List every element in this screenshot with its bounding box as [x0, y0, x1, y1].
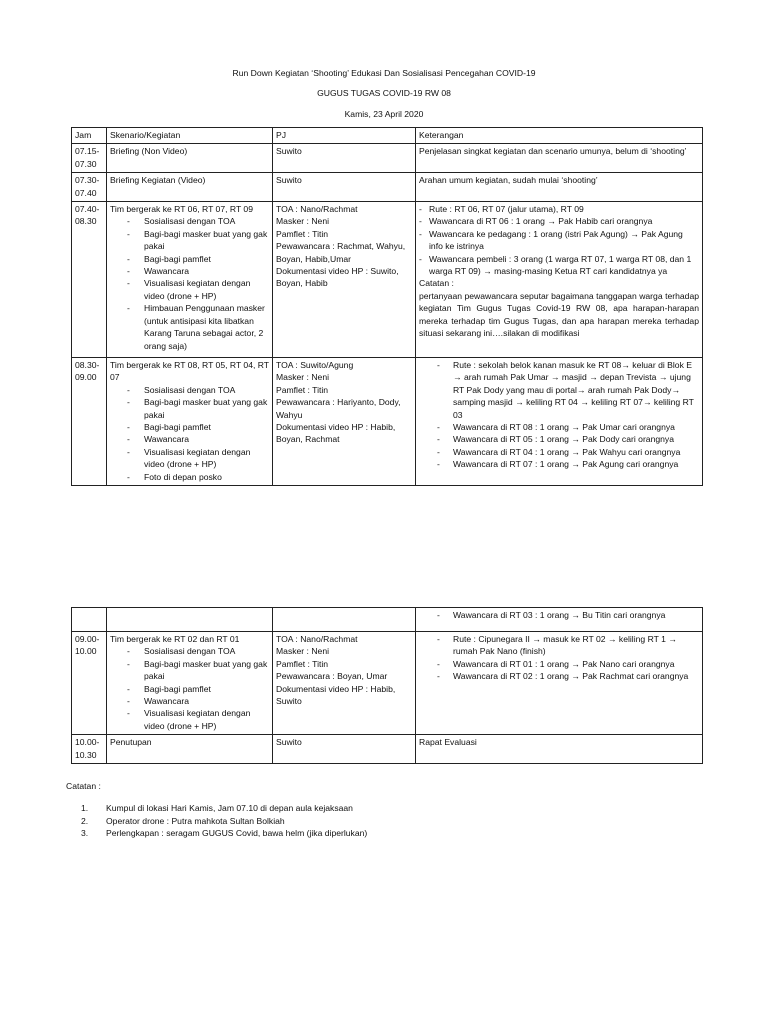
list-number: 2.: [81, 815, 89, 826]
list-item: - Sosialisasi dengan TOA: [110, 645, 269, 657]
activity-list: [110, 645, 269, 732]
time-cell: 09.00-10.00: [72, 632, 107, 735]
activity-cell: Briefing Kegiatan (Video): [107, 173, 273, 202]
activity-cell: [107, 358, 273, 486]
pj-line: Pewawancara : Boyan, Umar: [276, 671, 388, 682]
pj-line: Masker : Neni: [276, 372, 330, 383]
activity-list: [110, 215, 269, 351]
list-item: - Wawancara di RT 03 : 1 orang → Bu Titin cari orangnya: [419, 609, 699, 621]
document-subtitle: GUGUS TUGAS COVID-19 RW 08: [317, 88, 451, 98]
pj-cell: Suwito: [273, 173, 416, 202]
column-header-skenario: Skenario/Kegiatan: [107, 128, 273, 144]
list-item: - Wawancara di RT 05 : 1 orang → Pak Dody cari orangnya: [419, 433, 699, 445]
list-item: - Wawancara di RT 02 : 1 orang → Pak Rachmat cari orangnya: [419, 670, 699, 682]
pj-line: Masker : Neni: [276, 646, 330, 657]
list-item: - Bagi-bagi pamflet: [110, 253, 269, 265]
activity-heading: Tim bergerak ke RT 02 dan RT 01: [110, 634, 240, 644]
time-cell: 10.00-10.30: [72, 735, 107, 764]
pj-cell: [273, 202, 416, 358]
table-row: [72, 173, 703, 202]
footer-list: [66, 802, 367, 839]
pj-line: Dokumentasi video HP : Habib, Boyan, Rachmat: [276, 422, 396, 445]
table-row: [72, 144, 703, 173]
list-item: - Wawancara di RT 06 : 1 orang → Pak Habib cari orangnya: [419, 215, 699, 227]
note-cell: [416, 608, 703, 632]
list-item: - Bagi-bagi masker buat yang gak pakai: [110, 396, 269, 421]
list-item: - Wawancara pembeli : 3 orang (1 warga RT 07, 1 warga RT 08, dan 1 warga RT 09) → masing-masing Ketua RT cari kandidatnya ya: [419, 253, 699, 278]
activity-list: [110, 384, 269, 483]
list-number: 3.: [81, 828, 89, 839]
list-item: - Wawancara di RT 08 : 1 orang → Pak Umar cari orangnya: [419, 421, 699, 433]
pj-cell: [273, 608, 416, 632]
list-item: - Rute : sekolah belok kanan masuk ke RT 08→ keluar di Blok E → arah rumah Pak Umar → masjid → depan Trevista → ujung RT Pak Dody yang mau di portal→ arah rumah Pak Dody→ samping masjid → keliling RT 04 → keliling RT 07→ keliling RT 03: [419, 359, 699, 421]
time-cell: 08.30-09.00: [72, 358, 107, 486]
list-item: - Sosialisasi dengan TOA: [110, 215, 269, 227]
activity-heading: Tim bergerak ke RT 08, RT 05, RT 04, RT 07: [110, 360, 269, 383]
pj-line: TOA : Nano/Rachmat: [276, 204, 358, 215]
table-row: [72, 358, 703, 486]
note-cell: [416, 202, 703, 358]
activity-cell: [107, 632, 273, 735]
note-cell: Arahan umum kegiatan, sudah mulai ‘shooting’: [416, 173, 703, 202]
note-cell: Penjelasan singkat kegiatan dan scenario umunya, belum di ‘shooting’: [416, 144, 703, 173]
list-item: - Bagi-bagi pamflet: [110, 683, 269, 695]
time-cell: 07.40-08.30: [72, 202, 107, 358]
pj-line: Pamflet : Titin: [276, 228, 329, 239]
time-cell: 07.30-07.40: [72, 173, 107, 202]
pj-line: Dokumentasi video HP : Suwito, Boyan, Habib: [276, 266, 399, 289]
list-item: - Wawancara di RT 04 : 1 orang → Pak Wahyu cari orangnya: [419, 446, 699, 458]
list-item: - Visualisasi kegiatan dengan video (drone + HP): [110, 707, 269, 732]
column-header-keterangan: Keterangan: [416, 128, 703, 144]
note-list: [419, 609, 699, 621]
pj-line: Pamflet : Titin: [276, 658, 329, 669]
list-item: - Wawancara ke pedagang : 1 orang (istri Pak Agung) → Pak Agung info ke istrinya: [419, 228, 699, 253]
table-row: [72, 632, 703, 735]
column-header-pj: PJ: [273, 128, 416, 144]
list-text: Operator drone : Putra mahkota Sultan Bolkiah: [106, 815, 285, 826]
pj-line: Pewawancara : Rachmat, Wahyu, Boyan, Habib,Umar: [276, 241, 406, 264]
list-item: - Wawancara di RT 01 : 1 orang → Pak Nano cari orangnya: [419, 658, 699, 670]
activity-cell: Briefing (Non Video): [107, 144, 273, 173]
document-date: Kamis, 23 April 2020: [344, 109, 424, 119]
column-header-jam: Jam: [72, 128, 107, 144]
pj-line: TOA : Nano/Rachmat: [276, 634, 358, 644]
list-item: - Bagi-bagi masker buat yang gak pakai: [110, 228, 269, 253]
pj-line: Masker : Neni: [276, 216, 330, 227]
list-item: - Visualisasi kegiatan dengan video (drone + HP): [110, 277, 269, 302]
table-row: [72, 608, 703, 632]
list-item: [81, 802, 367, 814]
list-item: - Bagi-bagi pamflet: [110, 421, 269, 433]
catatan-text: pertanyaan pewawancara seputar bagaimana tanggapan warga terhadap kegiatan Tim Gugus Tugas Covid-19 RW 08, apa harapan-harapan mereka terhadap tim Gugus Tugas, dan apa harapan mereka terhadap situasi sekarang ini….silakan di modifikasi: [419, 290, 699, 339]
table-row: [72, 735, 703, 764]
time-cell: 07.15-07.30: [72, 144, 107, 173]
note-list: [419, 633, 699, 683]
list-item: [81, 827, 367, 839]
list-item: - Foto di depan posko: [110, 471, 269, 483]
list-item: - Himbauan Penggunaan masker (untuk antisipasi kita libatkan Karang Taruna sebagai actor, 2 orang saja): [110, 302, 269, 352]
list-item: - Wawancara di RT 07 : 1 orang → Pak Agung cari orangnya: [419, 458, 699, 470]
note-cell: [416, 632, 703, 735]
pj-cell: [273, 632, 416, 735]
pj-cell: Suwito: [273, 144, 416, 173]
document-title: Run Down Kegiatan ‘Shooting’ Edukasi Dan Sosialisasi Pencegahan COVID-19: [232, 68, 536, 78]
list-item: - Rute : Cipunegara II → masuk ke RT 02 → keliling RT 1 → rumah Pak Nano (finish): [419, 633, 699, 658]
note-cell: [416, 358, 703, 486]
list-item: - Wawancara: [110, 433, 269, 445]
time-cell: [72, 608, 107, 632]
list-item: - Wawancara: [110, 695, 269, 707]
activity-cell: Penutupan: [107, 735, 273, 764]
pj-line: TOA : Suwito/Agung: [276, 360, 354, 371]
list-item: - Rute : RT 06, RT 07 (jalur utama), RT 09: [419, 203, 699, 215]
note-list: [419, 359, 699, 471]
list-text: Perlengkapan : seragam GUGUS Covid, bawa helm (jika diperlukan): [106, 828, 368, 839]
catatan-label: Catatan :: [419, 278, 454, 289]
list-item: - Wawancara: [110, 265, 269, 277]
activity-cell: [107, 202, 273, 358]
footer-notes: [66, 780, 367, 840]
note-list: [419, 203, 699, 277]
list-item: - Bagi-bagi masker buat yang gak pakai: [110, 658, 269, 683]
pj-line: Pamflet : Titin: [276, 384, 329, 395]
pj-line: Dokumentasi video HP : Habib, Suwito: [276, 683, 396, 707]
list-text: Kumpul di lokasi Hari Kamis, Jam 07.10 di depan aula kejaksaan: [106, 803, 353, 814]
activity-cell: [107, 608, 273, 632]
rundown-table-continued: [71, 607, 703, 764]
pj-cell: Suwito: [273, 735, 416, 764]
table-row: [72, 202, 703, 358]
activity-heading: Tim bergerak ke RT 06, RT 07, RT 09: [110, 204, 253, 215]
pj-line: Pewawancara : Hariyanto, Dody, Wahyu: [276, 397, 401, 420]
list-number: 1.: [81, 803, 89, 814]
pj-cell: [273, 358, 416, 486]
note-cell: Rapat Evaluasi: [416, 735, 703, 764]
table-header-row: [72, 128, 703, 144]
list-item: - Visualisasi kegiatan dengan video (drone + HP): [110, 446, 269, 471]
rundown-table: [71, 127, 703, 486]
list-item: - Sosialisasi dengan TOA: [110, 384, 269, 396]
list-item: [81, 815, 367, 827]
footer-label: Catatan :: [66, 781, 101, 791]
